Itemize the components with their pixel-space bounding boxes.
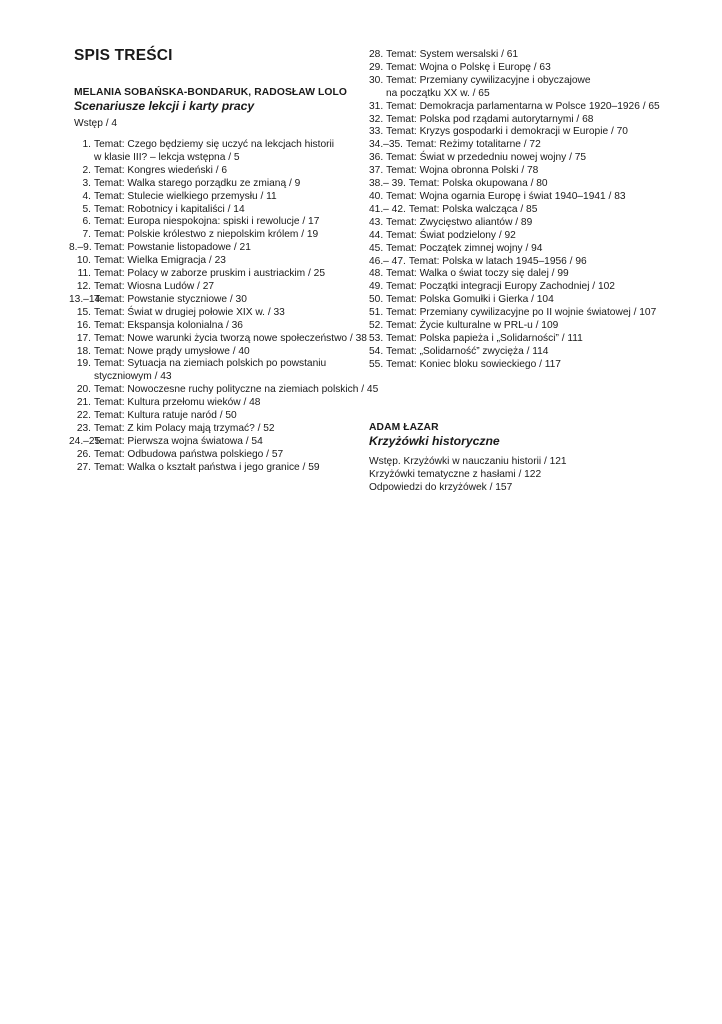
toc-entry-number: 1. xyxy=(82,139,91,150)
toc-entry-number: 24.–25. xyxy=(69,435,103,447)
toc-entry-text: Temat: Powstanie listopadowe / 21 xyxy=(94,242,251,254)
toc-entry-text: Temat: Walka starego porządku ze zmianą / 9 xyxy=(94,177,301,189)
toc-entry-number: 23. xyxy=(76,422,91,434)
toc-entry-number: 48. xyxy=(369,268,384,280)
toc-entry-text: Temat: Reżimy totalitarne / 72 xyxy=(406,139,541,151)
toc-entry-text: Temat: Początki integracji Europy Zachodniej / 102 xyxy=(386,281,615,293)
toc-entry-number: 51. xyxy=(369,307,384,319)
section2-entry: Krzyżówki tematyczne z hasłami / 122 xyxy=(369,468,542,480)
toc-entry-text: Temat: Polska pod rządami autorytarnymi / 68 xyxy=(386,113,594,125)
toc-entry xyxy=(369,281,660,294)
toc-entry xyxy=(369,204,660,217)
section1-book-title: Scenariusze lekcji i karty pracy xyxy=(74,99,255,113)
toc-entry-text: Temat: Polska w latach 1945–1956 / 96 xyxy=(408,255,587,267)
toc-entry-text: Temat: Wojna ogarnia Europę i świat 1940–1941 / 83 xyxy=(386,190,626,202)
toc-entry-text: Temat: Wojna obronna Polski / 78 xyxy=(386,165,539,177)
toc-entry xyxy=(69,423,378,436)
toc-entry xyxy=(69,191,378,204)
toc-entry xyxy=(69,204,378,217)
toc-entry-number: 44. xyxy=(369,229,384,241)
toc-entry-text: Temat: Początek zimnej wojny / 94 xyxy=(386,242,543,254)
toc-entry xyxy=(69,165,378,178)
toc-entry xyxy=(369,62,660,75)
toc-entry-text: Temat: Czego będziemy się uczyć na lekcjach historii xyxy=(94,139,335,150)
toc-entry-text: Temat: Polska Gomułki i Gierka / 104 xyxy=(386,294,554,306)
toc-entry-number: 52. xyxy=(369,320,384,332)
section2-book-title: Krzyżówki historyczne xyxy=(369,434,500,448)
toc-entry-number: 12. xyxy=(76,280,91,292)
toc-entry xyxy=(369,178,660,191)
toc-entry-number: 36. xyxy=(369,152,384,164)
toc-entry-number: 38.– 39. xyxy=(369,178,406,190)
toc-entry-text: Temat: Koniec bloku sowieckiego / 117 xyxy=(386,358,561,370)
toc-entry-number: 49. xyxy=(369,281,384,293)
toc-entry-text: Temat: Kultura przełomu wieków / 48 xyxy=(94,397,261,409)
toc-entry-number: 29. xyxy=(369,61,384,73)
toc-entry xyxy=(369,217,660,230)
toc-entry-number: 32. xyxy=(369,113,384,125)
toc-entry-number: 21. xyxy=(76,397,91,409)
toc-entry-number: 34.–35. xyxy=(369,139,403,151)
toc-entry-text: Temat: Ekspansja kolonialna / 36 xyxy=(94,319,243,331)
toc-entry xyxy=(69,178,378,191)
toc-entry xyxy=(369,75,660,88)
toc-entry-text: Temat: Odbudowa państwa polskiego / 57 xyxy=(94,448,284,460)
toc-entry xyxy=(69,320,378,333)
toc-entry-text: Temat: Robotnicy i kapitaliści / 14 xyxy=(94,203,245,215)
toc-entry-number: 11. xyxy=(77,268,91,280)
toc-entry-text: Temat: Wiosna Ludów / 27 xyxy=(94,280,215,292)
toc-entry xyxy=(369,49,660,62)
toc-entry-number: 30. xyxy=(369,74,384,86)
toc-entry-text: Temat: Nowoczesne ruchy polityczne na ziemiach polskich / 45 xyxy=(94,384,379,396)
toc-entry xyxy=(369,139,660,152)
toc-entry-number: 10. xyxy=(76,255,91,267)
section1-topic-list-continued xyxy=(369,49,660,372)
toc-entry xyxy=(69,242,378,255)
section2-list xyxy=(369,456,567,495)
toc-entry-text: Temat: Walka o świat toczy się dalej / 99 xyxy=(386,268,569,280)
toc-entry-continuation xyxy=(69,371,378,384)
toc-entry-text: w klasie III? – lekcja wstępna / 5 xyxy=(94,151,240,163)
page-title: SPIS TREŚCI xyxy=(74,47,173,64)
toc-entry-text: Temat: Sytuacja na ziemiach polskich po powstaniu xyxy=(94,358,327,370)
section1-author: MELANIA SOBAŃSKA-BONDARUK, RADOSŁAW LOLO xyxy=(74,87,348,98)
toc-entry xyxy=(369,152,660,165)
toc-entry xyxy=(69,410,378,423)
toc-entry xyxy=(69,346,378,359)
toc-entry-number: 4. xyxy=(82,190,91,202)
toc-entry-number: 17. xyxy=(76,332,91,344)
toc-entry xyxy=(69,358,378,371)
toc-entry-number: 7. xyxy=(82,229,91,241)
toc-entry xyxy=(69,307,378,320)
toc-entry xyxy=(369,256,660,269)
toc-entry-text: Temat: Kultura ratuje naród / 50 xyxy=(94,410,237,422)
toc-entry-number: 45. xyxy=(369,242,384,254)
toc-entry xyxy=(69,397,378,410)
toc-entry-number: 5. xyxy=(82,203,91,215)
toc-entry-text: Temat: Kongres wiedeński / 6 xyxy=(94,164,228,176)
toc-entry xyxy=(69,333,378,346)
toc-entry-text: Temat: Nowe warunki życia tworzą nowe społeczeństwo / 38 xyxy=(94,332,367,344)
toc-entry-number: 43. xyxy=(369,216,384,228)
toc-entry-number: 20. xyxy=(76,384,91,396)
toc-entry xyxy=(369,359,660,372)
toc-entry-text: Temat: „Solidarność” zwycięża / 114 xyxy=(386,345,549,357)
toc-entry-number: 6. xyxy=(82,216,91,228)
toc-entry-text: Temat: Wojna o Polskę i Europę / 63 xyxy=(386,61,551,73)
toc-entry xyxy=(369,101,660,114)
toc-entry-text: Temat: Polska papieża i „Solidarności” / 111 xyxy=(386,332,583,344)
toc-entry-number: 18. xyxy=(76,345,91,357)
toc-entry-number: 55. xyxy=(369,358,384,370)
toc-entry-number: 40. xyxy=(369,190,384,202)
toc-entry xyxy=(69,216,378,229)
toc-entry xyxy=(369,165,660,178)
toc-entry-continuation xyxy=(69,152,378,165)
toc-entry-text: Temat: Powstanie styczniowe / 30 xyxy=(94,293,247,305)
toc-entry xyxy=(369,346,660,359)
section2-entry: Odpowiedzi do krzyżówek / 157 xyxy=(369,481,513,493)
toc-entry-number: 16. xyxy=(76,319,91,331)
toc-entry-text: Temat: Kryzys gospodarki i demokracji w Europie / 70 xyxy=(386,126,628,138)
toc-entry-text: Temat: Polskie królestwo z niepolskim królem / 19 xyxy=(94,229,319,241)
toc-entry-text: Temat: Świat w drugiej połowie XIX w. / 33 xyxy=(94,306,285,318)
toc-entry-number: 41.– 42. xyxy=(369,203,406,215)
section2-entry: Wstęp. Krzyżówki w nauczaniu historii / 121 xyxy=(369,456,567,467)
toc-entry xyxy=(69,449,378,462)
toc-entry-number: 54. xyxy=(369,345,384,357)
toc-entry xyxy=(69,229,378,242)
section1-intro: Wstęp / 4 xyxy=(74,118,118,129)
toc-entry xyxy=(369,230,660,243)
toc-entry-number: 46.– 47. xyxy=(369,255,406,267)
toc-entry-number: 50. xyxy=(369,294,384,306)
toc-entry xyxy=(369,294,660,307)
toc-entry-text: Temat: Zwycięstwo aliantów / 89 xyxy=(386,216,533,228)
toc-entry-number: 31. xyxy=(369,100,384,112)
toc-entry-number: 19. xyxy=(76,358,91,370)
section1-topic-list xyxy=(69,139,378,475)
toc-entry-text: styczniowym / 43 xyxy=(94,371,172,383)
toc-entry-text: Temat: Wielka Emigracja / 23 xyxy=(94,255,226,267)
toc-entry-continuation xyxy=(369,88,660,101)
toc-entry-number: 37. xyxy=(369,165,384,177)
toc-entry-number: 28. xyxy=(369,49,384,60)
toc-entry xyxy=(69,294,378,307)
toc-entry-text: Temat: Pierwsza wojna światowa / 54 xyxy=(94,435,263,447)
toc-entry-number: 8.–9. xyxy=(69,242,92,254)
toc-entry xyxy=(369,191,660,204)
toc-entry xyxy=(369,307,660,320)
toc-entry-number: 13.–14. xyxy=(69,293,103,305)
toc-entry-text: Temat: Z kim Polacy mają trzymać? / 52 xyxy=(94,422,275,434)
toc-entry-number: 33. xyxy=(369,126,384,138)
toc-entry xyxy=(69,462,378,475)
toc-entry xyxy=(69,281,378,294)
toc-entry-text: Temat: Polska okupowana / 80 xyxy=(408,178,548,190)
toc-entry-number: 3. xyxy=(82,177,91,189)
toc-entry xyxy=(369,268,660,281)
toc-entry xyxy=(69,268,378,281)
toc-entry-text: Temat: Przemiany cywilizacyjne i obyczajowe xyxy=(386,74,591,86)
section2-author: ADAM ŁAZAR xyxy=(369,422,439,433)
toc-entry-text: Temat: Stulecie wielkiego przemysłu / 11 xyxy=(94,190,277,202)
toc-entry-number: 2. xyxy=(82,164,91,176)
toc-entry xyxy=(369,114,660,127)
toc-entry xyxy=(69,255,378,268)
toc-entry-text: Temat: Europa niespokojna: spiski i rewolucje / 17 xyxy=(94,216,320,228)
toc-entry xyxy=(369,126,660,139)
toc-entry xyxy=(369,320,660,333)
toc-entry-text: Temat: Świat w przededniu nowej wojny / 75 xyxy=(386,152,587,164)
toc-entry-number: 15. xyxy=(76,306,91,318)
toc-entry-text: Temat: Przemiany cywilizacyjne po II wojnie światowej / 107 xyxy=(386,307,657,319)
toc-entry-number: 22. xyxy=(76,410,91,422)
toc-entry-number: 27. xyxy=(76,461,91,473)
toc-entry-text: Temat: Polska walcząca / 85 xyxy=(408,203,538,215)
toc-entry-text: Temat: Demokracja parlamentarna w Polsce 1920–1926 / 65 xyxy=(386,100,660,112)
toc-entry-text: Temat: System wersalski / 61 xyxy=(386,49,519,60)
toc-entry-text: na początku XX w. / 65 xyxy=(386,87,490,99)
toc-entry-number: 26. xyxy=(76,448,91,460)
toc-entry-text: Temat: Polacy w zaborze pruskim i austriackim / 25 xyxy=(94,268,325,280)
toc-entry xyxy=(69,436,378,449)
toc-entry xyxy=(369,333,660,346)
toc-entry-text: Temat: Życie kulturalne w PRL-u / 109 xyxy=(386,320,559,332)
toc-entry xyxy=(69,384,378,397)
toc-entry-number: 53. xyxy=(369,332,384,344)
toc-entry xyxy=(369,243,660,256)
toc-entry-text: Temat: Świat podzielony / 92 xyxy=(386,229,516,241)
toc-entry-text: Temat: Walka o kształt państwa i jego granice / 59 xyxy=(94,461,320,473)
toc-entry-text: Temat: Nowe prądy umysłowe / 40 xyxy=(94,345,250,357)
toc-entry xyxy=(69,139,378,152)
